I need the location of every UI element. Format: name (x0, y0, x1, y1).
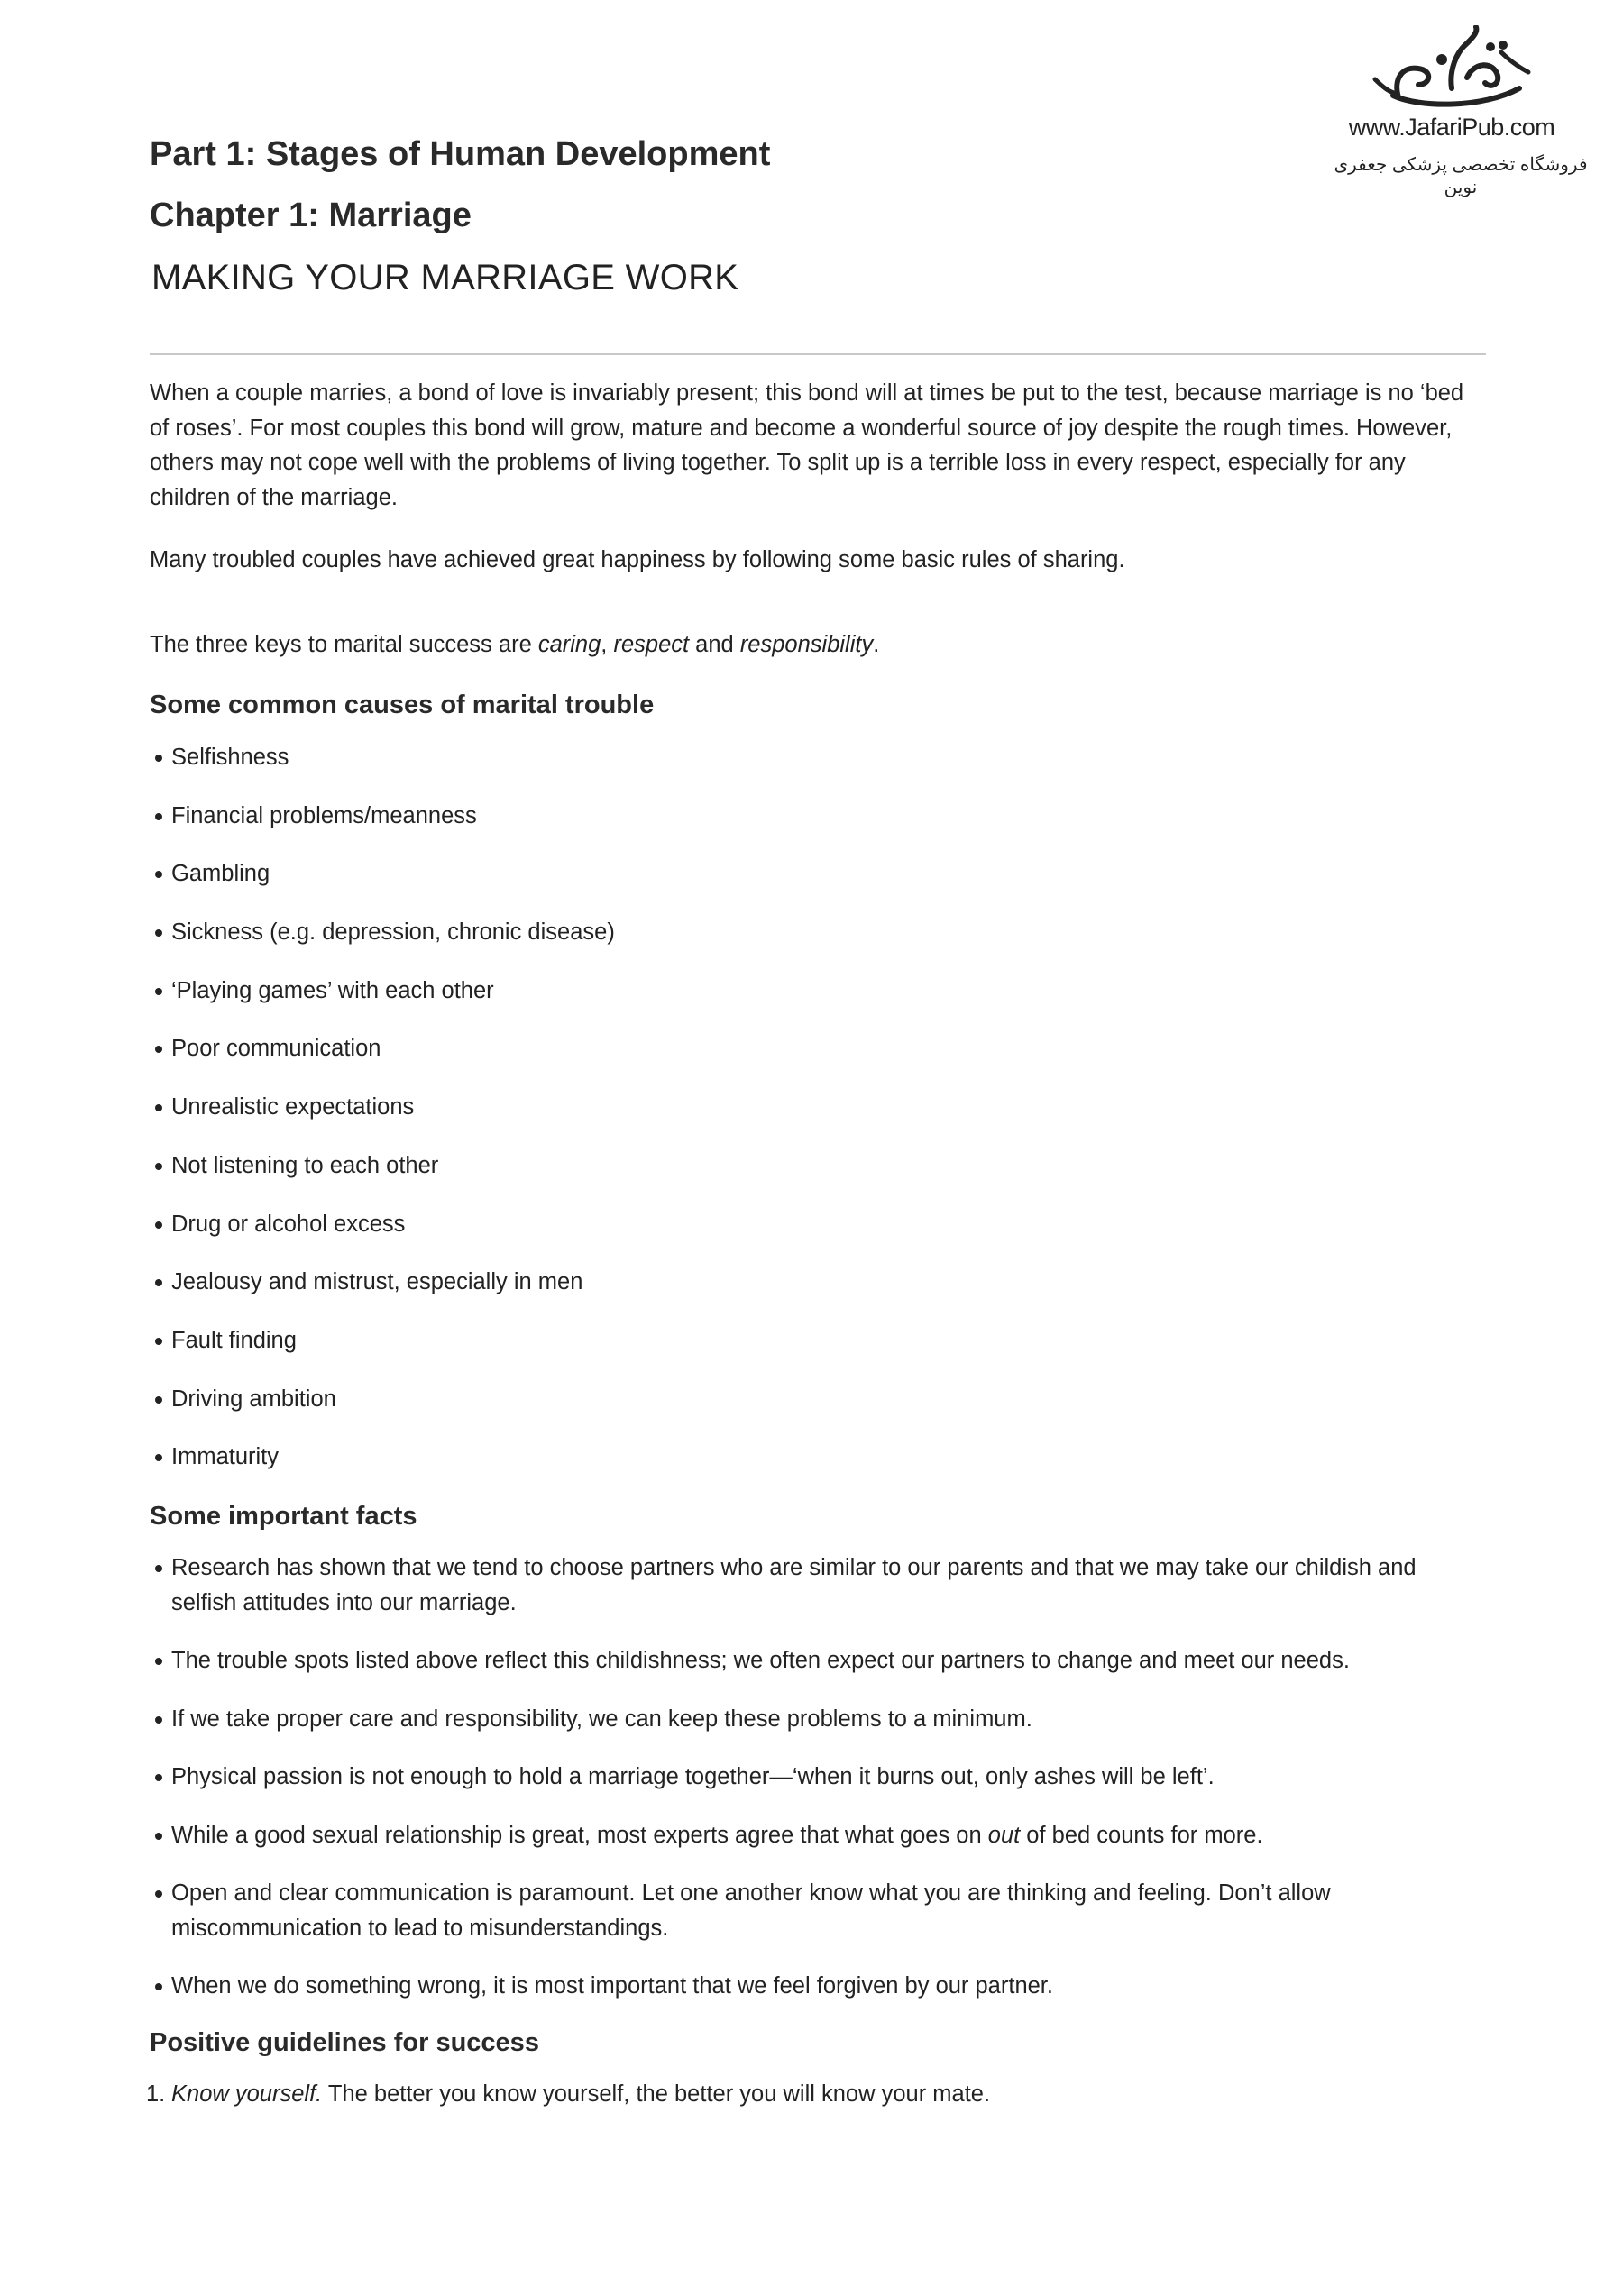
list-item: ‘Playing games’ with each other (171, 974, 1486, 1032)
list-item: Immaturity (171, 1440, 1486, 1498)
publisher-logo (1325, 25, 1596, 197)
list-item: Not listening to each other (171, 1148, 1486, 1207)
list-item: Gambling (171, 856, 1486, 915)
fact-5-emphasis: out (987, 1822, 1021, 1848)
guidelines-list (146, 2077, 1486, 2112)
list-item: Jealousy and mistrust, especially in men (171, 1265, 1486, 1323)
list-item: Financial problems/meanness (171, 799, 1486, 857)
list-item: If we take proper care and responsibility, we can keep these problems to a minimum. (171, 1702, 1486, 1737)
key-respect: respect (613, 632, 690, 657)
list-item: Selfishness (171, 740, 1486, 799)
list-item (171, 1818, 1486, 1853)
article-title: MAKING YOUR MARRIAGE WORK (151, 258, 739, 297)
list-item: Unrealistic expectations (171, 1090, 1486, 1148)
keys-sep-1: , (601, 632, 614, 657)
intro-paragraph-3 (150, 627, 1486, 663)
part-title: Part 1: Stages of Human Development (150, 135, 771, 173)
list-item: Driving ambition (171, 1382, 1486, 1441)
logo-url: www.JafariPub.com (1348, 114, 1555, 141)
keys-text-end: . (873, 632, 880, 657)
divider (150, 353, 1486, 355)
intro-paragraph-2: Many troubled couples have achieved great happiness by following some basic rules of sharing. (150, 547, 1125, 572)
intro-paragraph-1: When a couple marries, a bond of love is invariably present; this bond will at times be put to the test, because marriage is no ‘bed of roses’. For most couples this bond will grow, mature and become a wonderful source of joy despite the rough times. However, others may not cope well with the problems of living together. To split up is a terrible loss in every respect, especially for any children of the marriage. (150, 380, 1464, 510)
list-item: Physical passion is not enough to hold a marriage together—‘when it burns out, only ashes will be left’. (171, 1760, 1486, 1795)
causes-list (171, 740, 1486, 1498)
item-number: 1. (146, 2081, 166, 2107)
list-item: Poor communication (171, 1031, 1486, 1090)
causes-heading: Some common causes of marital trouble (150, 691, 655, 719)
fact-5-start: While a good sexual relationship is great, most experts agree that what goes on (171, 1822, 988, 1848)
list-item: Fault finding (171, 1323, 1486, 1382)
list-item: The trouble spots listed above reflect this childishness; we often expect our partners to change and meet our needs. (171, 1643, 1486, 1679)
list-item: When we do something wrong, it is most important that we feel forgiven by our partner. (171, 1969, 1486, 2004)
key-responsibility: responsibility (739, 632, 874, 657)
fact-5-end: of bed counts for more. (1020, 1822, 1263, 1848)
calligraphy-logo-icon (1366, 25, 1537, 115)
guidelines-heading: Positive guidelines for success (150, 2028, 539, 2057)
list-item: Sickness (e.g. depression, chronic disease) (171, 915, 1486, 974)
chapter-title: Chapter 1: Marriage (150, 197, 472, 234)
keys-text-start: The three keys to marital success are (150, 632, 538, 657)
list-item: Drug or alcohol excess (171, 1207, 1486, 1266)
list-item: Research has shown that we tend to choose partners who are similar to our parents and that we may take our childish and selfish attitudes into our marriage. (171, 1550, 1486, 1620)
list-item (146, 2077, 1486, 2112)
guideline-1-text: The better you know yourself, the better you will know your mate. (322, 2081, 991, 2107)
logo-subtitle: فروشگاه تخصصی پزشکی جعفری نوین (1334, 155, 1588, 197)
facts-list (171, 1550, 1486, 2027)
facts-heading: Some important facts (150, 1502, 417, 1531)
guideline-1-emphasis: Know yourself. (171, 2081, 323, 2107)
keys-sep-2: and (689, 632, 740, 657)
list-item: Open and clear communication is paramount. Let one another know what you are thinking and feeling. Don’t allow miscommunication to lead to misunderstandings. (171, 1876, 1486, 1945)
key-caring: caring (537, 632, 601, 657)
